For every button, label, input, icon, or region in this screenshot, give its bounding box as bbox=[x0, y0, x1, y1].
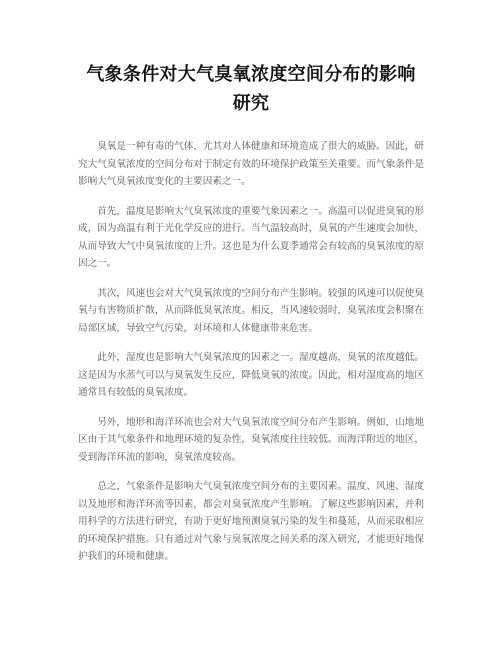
paragraph-conclusion: 总之，气象条件是影响大气臭氧浓度空间分布的主要因素。温度、风速、湿度以及地形和海洋环流等因素，都会对臭氧浓度产生影响。了解这些影响因素，并利用科学的方法进行研究，有助于更好地预测臭氧污染的发生和蔓延，从而采取相应的环境保护措施。只有通过对气象与臭氧浓度之间关系的深入研究，才能更好地保护我们的环境和健康。 bbox=[78, 481, 424, 562]
paragraph-humidity: 此外，湿度也是影响大气臭氧浓度的因素之一。湿度越高，臭氧的浓度越低。这是因为水蒸气可以与臭氧发生反应，降低臭氧的浓度。因此，相对湿度高的地区通常具有较低的臭氧浓度。 bbox=[78, 352, 424, 398]
paragraph-wind-speed: 其次，风速也会对大气臭氧浓度的空间分布产生影响。较强的风速可以促使臭氧与有害物质扩散，从而降低臭氧浓度。相反，当风速较弱时，臭氧浓度会积聚在局部区域，导致空气污染，对环境和人体健康带来危害。 bbox=[78, 287, 424, 334]
paragraph-terrain-ocean: 另外，地形和海洋环流也会对大气臭氧浓度空间分布产生影响。例如，山地地区由于其气象条件和地理环境的复杂性，臭氧浓度往往较低。而海洋附近的地区，受到海洋环流的影响，臭氧浓度较高。 bbox=[78, 416, 424, 463]
paragraph-temperature: 首先，温度是影响大气臭氧浓度的重要气象因素之一。高温可以促进臭氧的形成，因为高温有利于光化学反应的进行。当气温较高时，臭氧的产生速度会加快，从而导致大气中臭氧浓度的上升。这也是为什么夏季通常会有较高的臭氧浓度的原因之一。 bbox=[78, 205, 424, 269]
document-title: 气象条件对大气臭氧浓度空间分布的影响研究 bbox=[86, 64, 416, 114]
paragraph-intro: 臭氧是一种有毒的气体，尤其对人体健康和环境造成了很大的威胁。因此，研究大气臭氧浓度的空间分布对于制定有效的环境保护政策至关重要。而气象条件是影响大气臭氧浓度变化的主要因素之一。 bbox=[78, 141, 424, 187]
